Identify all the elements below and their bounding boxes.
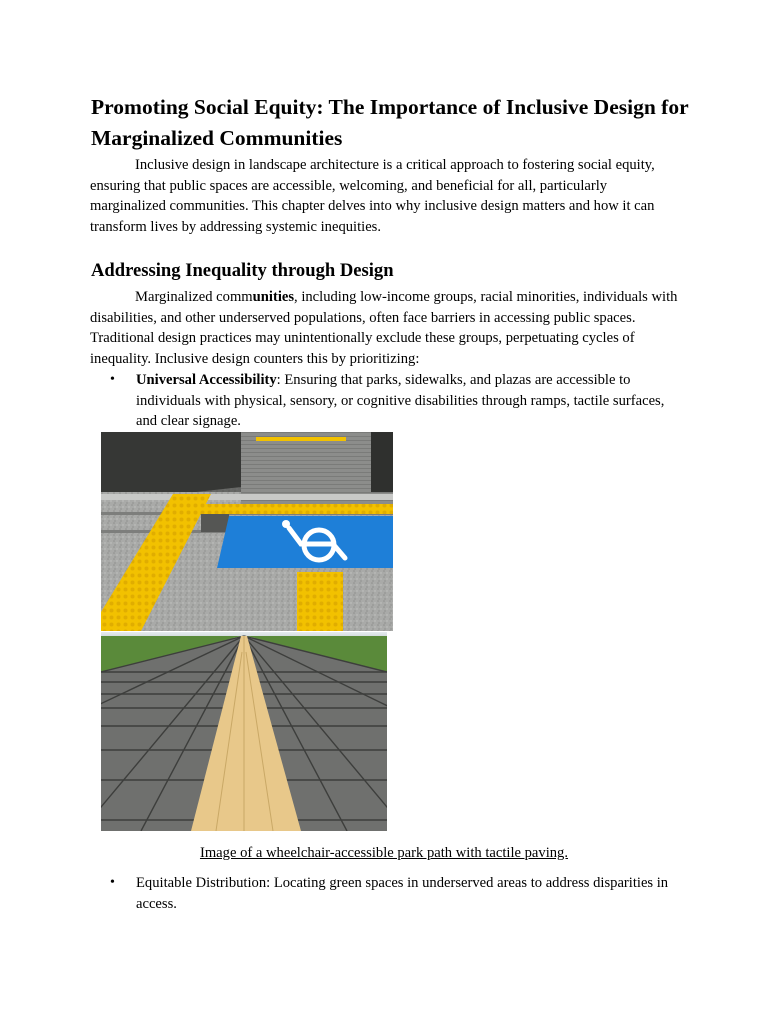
section-paragraph — [90, 287, 680, 369]
tactile-path-photo — [101, 632, 387, 831]
bullet-equitable-distribution — [136, 873, 681, 914]
section-paragraph-end: , including low-income groups, racial minorities, individuals with disabilities, and other underserved populations, often face barriers in accessing public spaces. Traditional design practices may unintentionally exclude these groups, perpetuating cycles of inequality. Inclusive design counters this by prioritizing: — [90, 289, 678, 367]
image-caption: Image of a wheelchair-accessible park path with tactile paving. — [199, 845, 569, 861]
wheelchair-ramp-photo — [101, 432, 393, 631]
bullet-marker: • — [110, 372, 115, 387]
section-paragraph-start: Marginalized comm — [135, 289, 253, 305]
intro-paragraph: Inclusive design in landscape architecture is a critical approach to fostering social equity, ensuring that public spaces are accessible, welcoming, and beneficial for all, particularly marginalized communities. This chapter delves into why inclusive design matters and how it can transform lives by addressing systemic inequities. — [90, 157, 655, 235]
document-title: Promoting Social Equity: The Importance of Inclusive Design for Marginalized Communities — [91, 95, 689, 150]
section-heading: Addressing Inequality through Design — [91, 260, 394, 281]
bullet-text: Equitable Distribution: Locating green spaces in underserved areas to address disparities in access. — [136, 875, 669, 912]
bullet-marker: • — [110, 875, 115, 890]
bullet-universal-accessibility — [136, 370, 681, 432]
bullet-text: : Ensuring that parks, sidewalks, and plazas are accessible to individuals with physical, sensory, or cognitive disabilities through ramps, tactile surfaces, and clear signage. — [136, 372, 665, 429]
section-paragraph-bold: unities — [252, 289, 295, 305]
bullet-bold-label: Universal Accessibility — [136, 372, 277, 388]
